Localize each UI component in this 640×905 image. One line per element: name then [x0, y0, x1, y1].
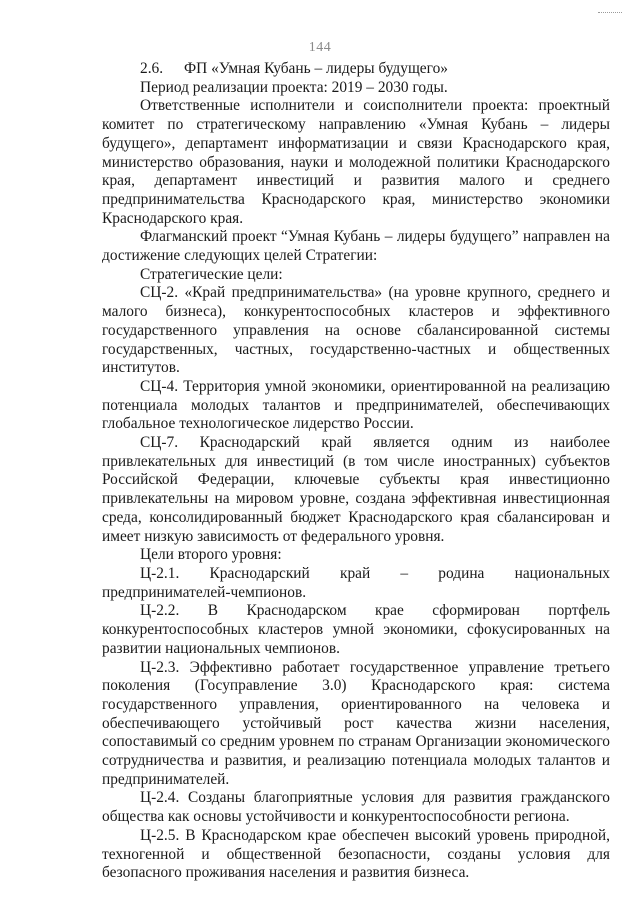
section-heading — [102, 60, 610, 79]
section-title: ФП «Умная Кубань – лидеры будущего» — [184, 60, 448, 77]
document-body — [102, 60, 610, 883]
paragraph-flagship: Флагманский проект “Умная Кубань – лидеры будущего” направлен на достижение следующих целей Стратегии: — [102, 228, 610, 265]
section-number: 2.6. — [140, 60, 164, 77]
paragraph-sc7: СЦ-7. Краснодарский край является одним из наиболее привлекательных для инвестиций (в том числе иностранных) субъектов Российской Федерации, ключевые субъекты края инвестиционно привлекательны на мировом уровне, создана эффективная инвестиционная среда, консолидированный бюджет Краснодарского края сбалансирован и имеет низкую зависимость от федерального уровня. — [102, 434, 610, 545]
paragraph-c22: Ц-2.2. В Краснодарском крае сформирован портфель конкурентоспособных кластеров умной экономики, сфокусированных на развитии национальных чемпионов. — [102, 602, 610, 657]
paragraph-c21: Ц-2.1. Краснодарский край – родина национальных предпринимателей-чемпионов. — [102, 564, 610, 601]
paragraph-c25: Ц-2.5. В Краснодарском крае обеспечен высокий уровень природной, техногенной и общественной безопасности, созданы условия для безопасного проживания населения и развития бизнеса. — [102, 826, 610, 882]
paragraph-period: Период реализации проекта: 2019 – 2030 годы. — [140, 78, 448, 96]
paragraph-sc2: СЦ-2. «Край предпринимательства» (на уровне крупного, среднего и малого бизнеса), конкурентоспособных кластеров и эффективного государственного управления на основе сбалансированной системы государственных, частных, государственно-частных и общественных институтов. — [102, 284, 610, 377]
paragraph-responsible: Ответственные исполнители и соисполнители проекта: проектный комитет по стратегическому направлению «Умная Кубань – лидеры будущего», департамент информатизации и связи Краснодарского края, министерство образования, науки и молодежной политики Краснодарского края, департамент инвестиций и развития малого и среднего предпринимательства Краснодарского края, министерство экономики Краснодарского края. — [102, 97, 610, 227]
page-number: 144 — [308, 40, 332, 55]
paragraph-c23: Ц-2.3. Эффективно работает государственное управление третьего поколения (Госуправление 3.0) Краснодарского края: система государственного управления, ориентированного на человека и обеспечивающего устойчивый рост качества жизни населения, сопоставимый со средним уровнем по странам Организации экономического сотрудничества и развития, и реализацию потенциала молодых талантов и предпринимателей. — [102, 658, 610, 788]
paragraph-second-level-label: Цели второго уровня: — [140, 546, 282, 564]
scan-corner-mark — [598, 12, 622, 13]
paragraph-strategic-goals-label: Стратегические цели: — [140, 265, 283, 283]
paragraph-sc4: СЦ-4. Территория умной экономики, ориентированной на реализацию потенциала молодых талантов и предпринимателей, обеспечивающих глобальное технологическое лидерство России. — [102, 377, 610, 433]
paragraph-c24: Ц-2.4. Созданы благоприятные условия для развития гражданского общества как основы устойчивости и конкурентоспособности региона. — [102, 789, 610, 826]
